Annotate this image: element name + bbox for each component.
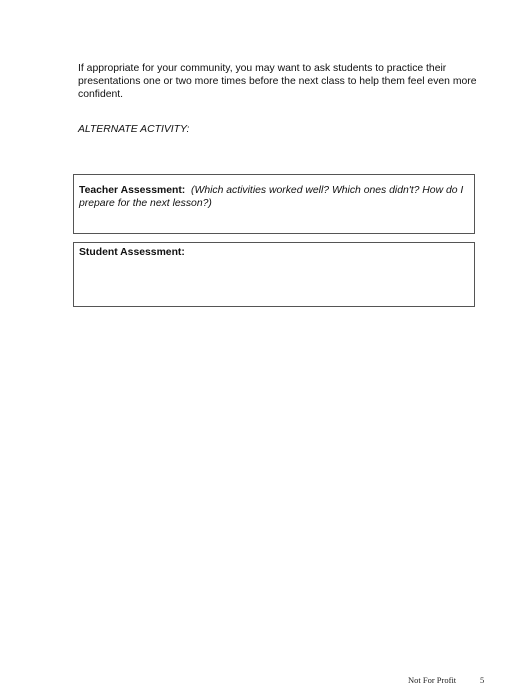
teacher-assessment-prompt: (Which activities worked well? Which ones didn't? How do I prepare for the next lesson?) — [79, 185, 464, 209]
footer-text: Not For Profit — [408, 675, 457, 685]
student-assessment-label: Student Assessment: — [79, 247, 185, 258]
intro-paragraph: If appropriate for your community, you may want to ask students to practice their presentations one or two more times before the next class to help them feel even more confident. — [78, 63, 477, 100]
teacher-assessment-label: Teacher Assessment: — [79, 185, 186, 196]
student-assessment-box — [73, 242, 475, 307]
page-number: 5 — [480, 675, 485, 685]
teacher-assessment-box — [73, 174, 475, 234]
alternate-activity-heading: ALTERNATE ACTIVITY: — [78, 124, 190, 135]
